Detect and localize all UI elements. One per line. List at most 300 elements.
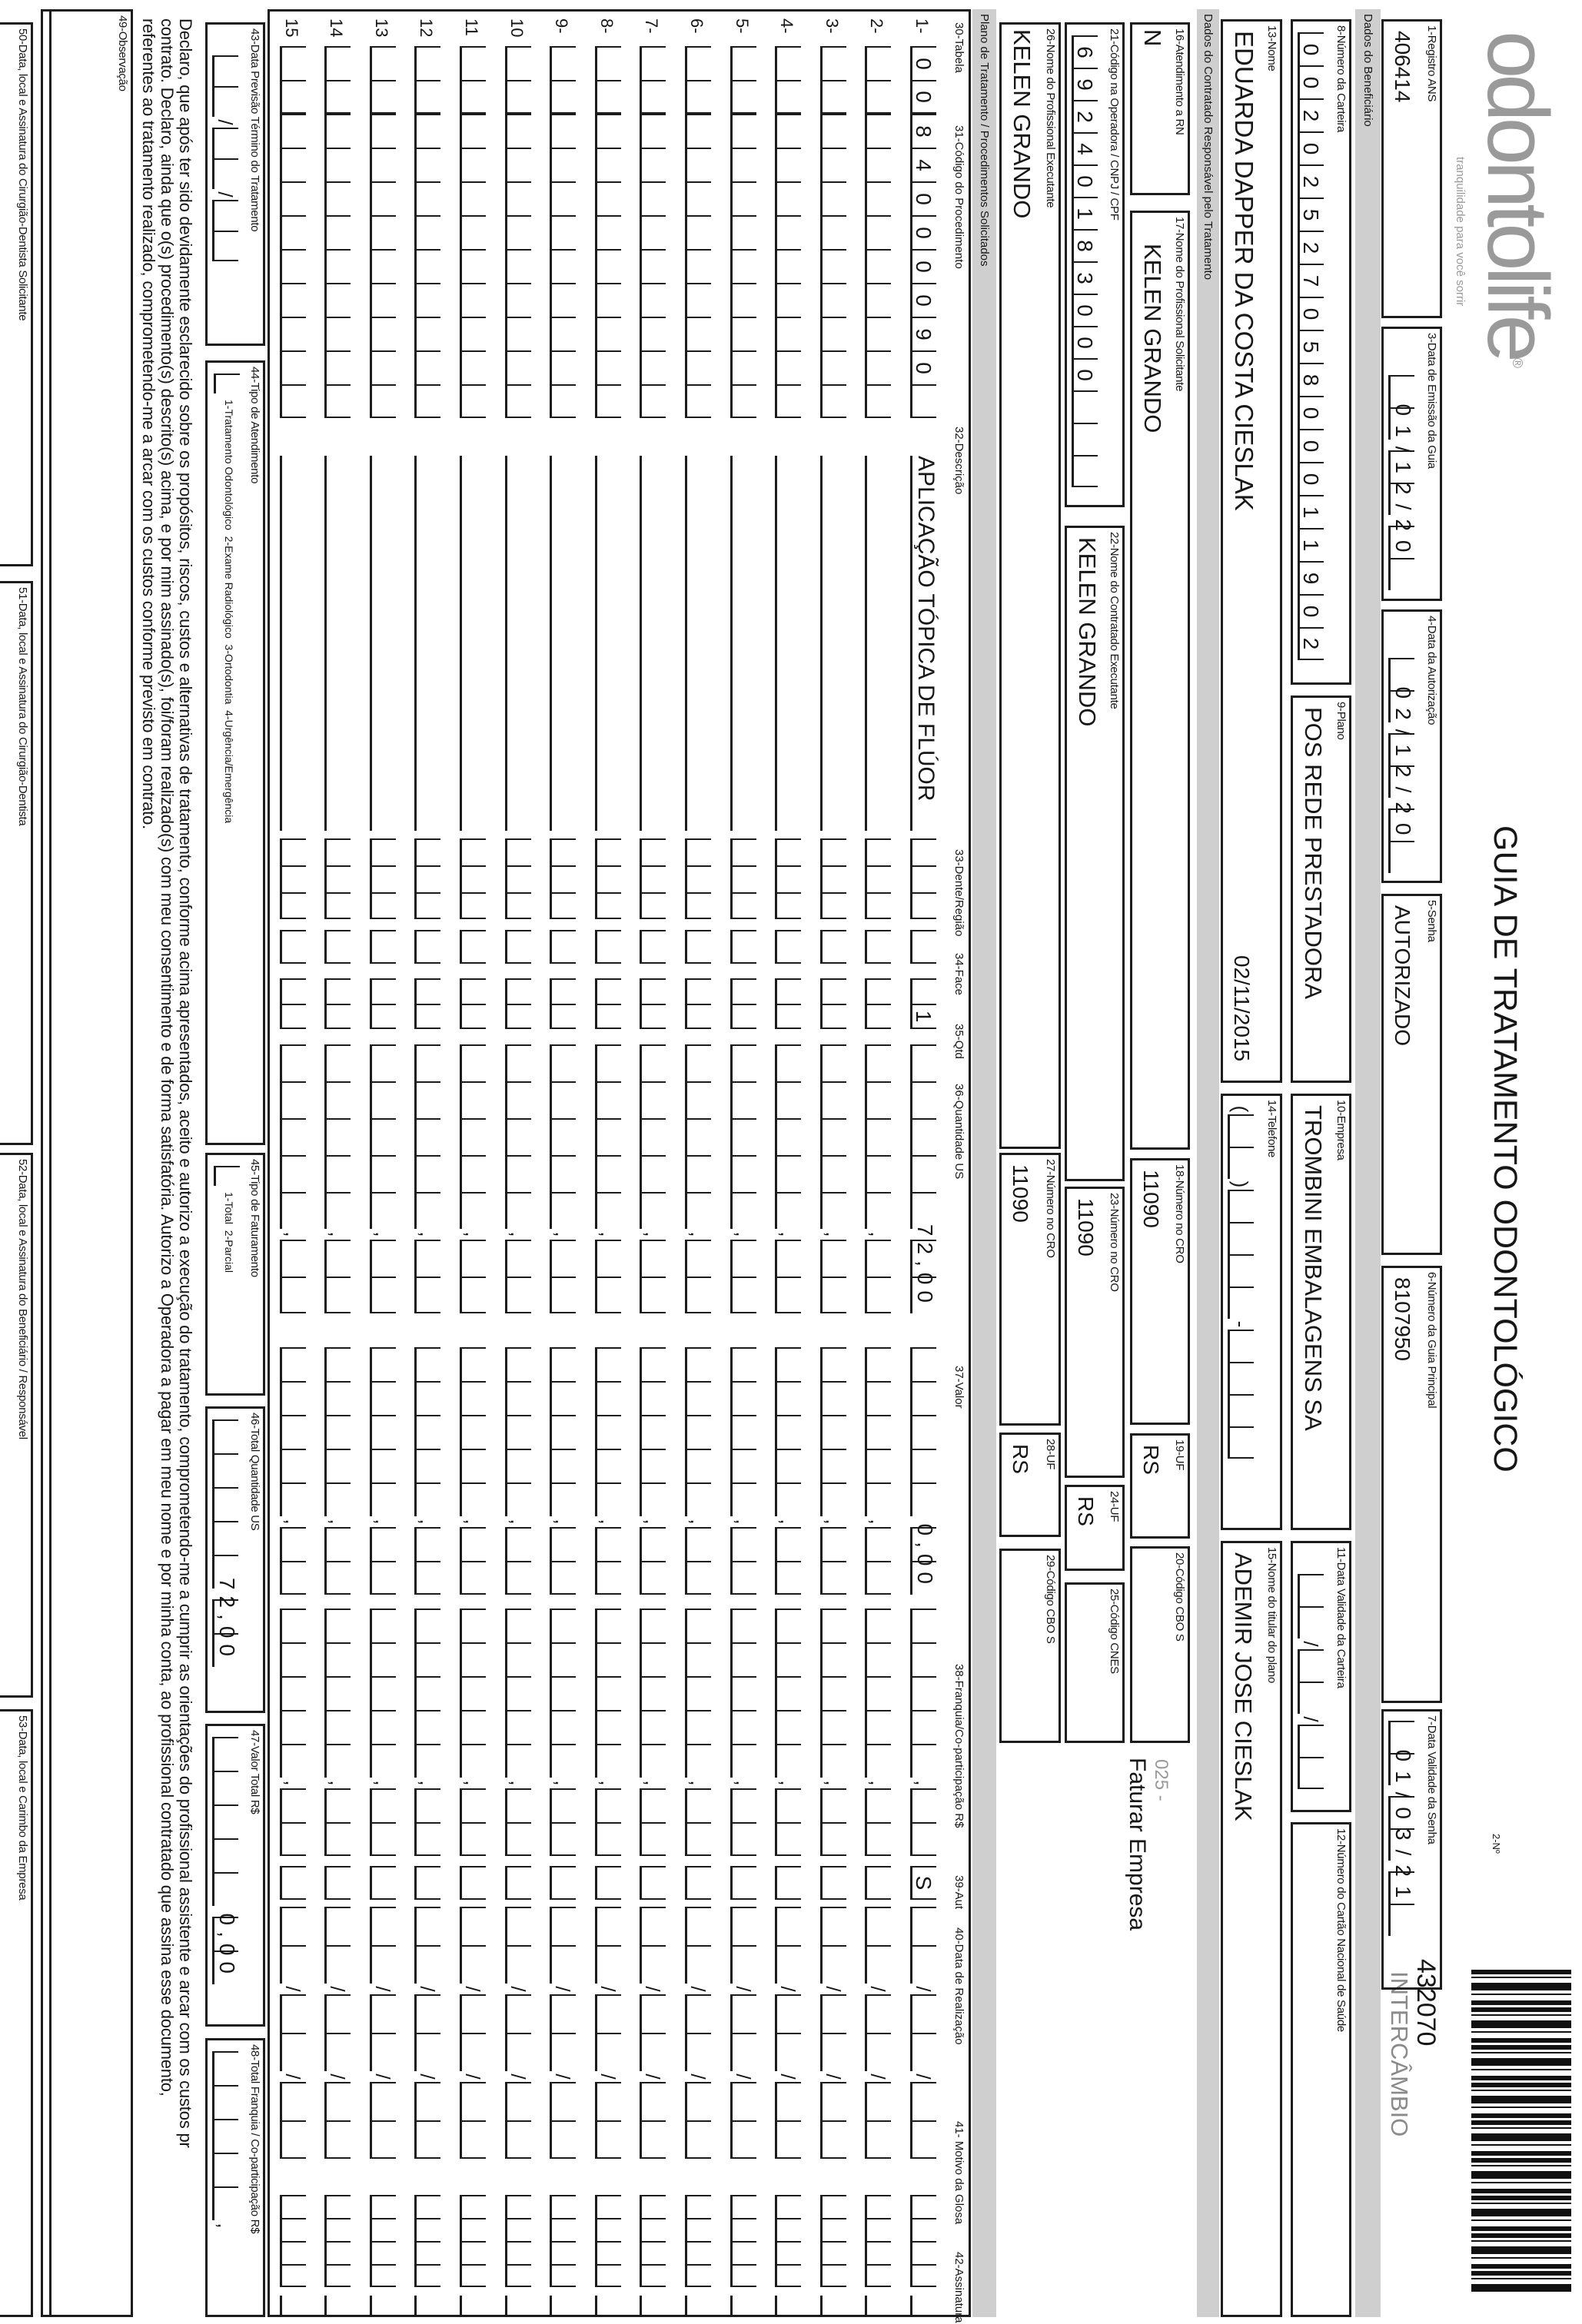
qty-cells[interactable]: [280, 978, 306, 1029]
table-code-cells[interactable]: [730, 46, 756, 114]
field-value: RS: [1009, 1444, 1032, 1474]
char-cell: [505, 46, 531, 80]
newborn-care-field[interactable]: [1130, 22, 1190, 195]
description-field[interactable]: [460, 456, 488, 831]
char-cell: [775, 1676, 801, 1710]
qty-cells[interactable]: [640, 978, 666, 1029]
company-stamp-field[interactable]: [0, 1709, 33, 2317]
char-cell: [775, 1415, 801, 1449]
copay-cells[interactable]: [414, 1609, 440, 1856]
date-cells[interactable]: [910, 1907, 936, 2159]
denial-reason-cells[interactable]: [460, 2195, 486, 2287]
field-value: 406414: [1391, 31, 1414, 103]
char-cell: [460, 1609, 486, 1642]
field-label: 14-Telefone: [1265, 1100, 1278, 1158]
operator-code-field[interactable]: [1065, 22, 1125, 507]
char-cell: [865, 148, 891, 181]
description-field[interactable]: [550, 456, 578, 831]
denial-reason-cells[interactable]: [640, 2195, 666, 2287]
copay-cells[interactable]: [280, 1609, 306, 1856]
char-cell: [280, 1788, 306, 1822]
denial-reason-cells[interactable]: [280, 2195, 306, 2287]
copay-cells[interactable]: [775, 1609, 801, 1856]
signature-field[interactable]: [505, 2296, 533, 2316]
char-cell: [820, 2120, 846, 2159]
char-cell: [1228, 1114, 1254, 1147]
us-quantity-cells[interactable]: [505, 1044, 531, 1313]
qty-cells[interactable]: [685, 978, 711, 1029]
char-cell: [550, 114, 576, 148]
char-cell: [640, 215, 666, 249]
cbo-code-field[interactable]: [999, 1549, 1061, 1743]
date-cells[interactable]: [775, 1907, 801, 2159]
value-cells[interactable]: [550, 1347, 576, 1595]
password-validity-field[interactable]: [1381, 1709, 1442, 1990]
denial-reason-cells[interactable]: [324, 2195, 351, 2287]
face-cells[interactable]: [280, 930, 306, 964]
char-cell: [865, 1527, 891, 1561]
us-quantity-cells[interactable]: [280, 1044, 306, 1313]
beneficiary-signature-field[interactable]: [0, 1153, 33, 1698]
face-cells[interactable]: [775, 930, 801, 964]
tooth-cells[interactable]: [370, 838, 396, 919]
table-code-cells[interactable]: [910, 46, 936, 114]
signature-field[interactable]: [685, 2296, 713, 2316]
copay-cells[interactable]: [550, 1609, 576, 1856]
face-cells[interactable]: [324, 930, 351, 964]
description-field[interactable]: [595, 456, 623, 831]
total-us-quantity-field[interactable]: [205, 1406, 265, 1713]
table-code-cells[interactable]: [820, 46, 846, 114]
procedure-code-cells[interactable]: [324, 114, 351, 418]
char-cell: [820, 2195, 846, 2218]
us-quantity-cells[interactable]: [460, 1044, 486, 1313]
table-code-cells[interactable]: [460, 46, 486, 114]
total-value-field[interactable]: [205, 1724, 265, 2027]
value-cells[interactable]: [640, 1347, 666, 1595]
char-cell: [685, 892, 711, 919]
authorized-cells[interactable]: [460, 1866, 486, 1900]
phone-field[interactable]: [1221, 1094, 1282, 1530]
char-cell: [595, 1744, 621, 1778]
denial-reason-cells[interactable]: [685, 2195, 711, 2287]
date-cells[interactable]: [370, 1907, 396, 2159]
procedure-code-cells[interactable]: [910, 114, 936, 418]
denial-reason-cells[interactable]: [730, 2195, 756, 2287]
authorized-cells[interactable]: [730, 1866, 756, 1900]
copay-cells[interactable]: [460, 1609, 486, 1856]
cnes-code-field[interactable]: [1065, 1582, 1125, 1743]
tooth-cells[interactable]: [685, 838, 711, 919]
description-field[interactable]: [865, 456, 893, 831]
char-cell: 8: [1298, 363, 1324, 396]
qty-cells[interactable]: [730, 978, 756, 1029]
table-code-cells[interactable]: [414, 46, 440, 114]
table-code-cells[interactable]: [324, 46, 351, 114]
date-cells: [212, 55, 241, 261]
us-quantity-cells[interactable]: [370, 1044, 396, 1313]
table-code-cells[interactable]: [595, 46, 621, 114]
signature-field[interactable]: [820, 2296, 849, 2316]
face-cells[interactable]: [820, 930, 846, 964]
table-code-cells[interactable]: [685, 46, 711, 114]
value-cells[interactable]: [595, 1347, 621, 1595]
table-code-cells[interactable]: [505, 46, 531, 114]
char-cell: 0: [1072, 294, 1098, 326]
billing-type-field[interactable]: [205, 1153, 265, 1396]
value-cells[interactable]: [324, 1347, 351, 1595]
tooth-cells[interactable]: [820, 838, 846, 919]
denial-reason-cells[interactable]: [550, 2195, 576, 2287]
value-cells[interactable]: [775, 1347, 801, 1595]
authorized-cells[interactable]: [640, 1866, 666, 1900]
tooth-cells[interactable]: [460, 838, 486, 919]
qty-cells[interactable]: [595, 978, 621, 1029]
signature-field[interactable]: [460, 2296, 488, 2316]
qty-cells[interactable]: [910, 978, 936, 1029]
char-cell: [550, 978, 576, 1004]
denial-reason-cells[interactable]: [865, 2195, 891, 2287]
face-cells[interactable]: [640, 930, 666, 964]
char-cell: 3: [1072, 261, 1098, 294]
qty-cells[interactable]: [505, 978, 531, 1029]
char-cell: [775, 1277, 801, 1313]
authorized-cells[interactable]: [280, 1866, 306, 1900]
denial-reason-cells[interactable]: [414, 2195, 440, 2287]
cro-number-field[interactable]: [999, 1153, 1061, 1426]
qty-cells[interactable]: [414, 978, 440, 1029]
date-cells[interactable]: [550, 1907, 576, 2159]
date-cells[interactable]: [640, 1907, 666, 2159]
field-label: 15-Nome do titular do plano: [1265, 1547, 1278, 1684]
billing-type-input[interactable]: [214, 1166, 240, 1186]
char-cell: 0: [1298, 65, 1324, 98]
tooth-cells[interactable]: [640, 838, 666, 919]
tooth-cells[interactable]: [595, 838, 621, 919]
tooth-cells[interactable]: [910, 838, 936, 919]
date-cells[interactable]: [460, 1907, 486, 2159]
char-cell: [595, 2241, 621, 2264]
authorized-cells[interactable]: [910, 1866, 936, 1900]
char-cell: [505, 1676, 531, 1710]
authorized-cells[interactable]: [414, 1866, 440, 1900]
description-field[interactable]: [685, 456, 713, 831]
qty-cells[interactable]: [865, 978, 891, 1029]
procedure-code-cells[interactable]: [775, 114, 801, 418]
char-cell: [865, 1277, 891, 1313]
face-cells[interactable]: [370, 930, 396, 964]
procedure-code-cells[interactable]: [640, 114, 666, 418]
cro-number-field[interactable]: [1065, 1187, 1125, 1478]
total-copay-field[interactable]: [205, 2038, 265, 2317]
signature-field[interactable]: [775, 2296, 803, 2316]
signature-field[interactable]: [414, 2296, 443, 2316]
procedure-code-cells[interactable]: [280, 114, 306, 418]
table-code-cells[interactable]: [775, 46, 801, 114]
table-code-cells[interactable]: [370, 46, 396, 114]
char-cell: [370, 1609, 396, 1642]
description-field[interactable]: [370, 456, 398, 831]
char-cell: [550, 1642, 576, 1676]
uf-field[interactable]: [1130, 1433, 1190, 1539]
table-code-cells[interactable]: [865, 46, 891, 114]
copay-cells[interactable]: [865, 1609, 891, 1856]
value-cells[interactable]: [685, 1347, 711, 1595]
main-guide-number-field[interactable]: [1381, 1266, 1442, 1703]
copay-cells[interactable]: [640, 1609, 666, 1856]
authorized-cells[interactable]: [685, 1866, 711, 1900]
char-cell: [775, 215, 801, 249]
procedure-code-cells[interactable]: [730, 114, 756, 418]
us-quantity-cells[interactable]: [550, 1044, 576, 1313]
qty-cells[interactable]: [370, 978, 396, 1029]
value-cells[interactable]: [280, 1347, 306, 1595]
date-cells[interactable]: [865, 1907, 891, 2159]
description-field[interactable]: [324, 456, 353, 831]
procedure-code-cells[interactable]: [370, 114, 396, 418]
treatment-end-date-field[interactable]: [205, 22, 265, 346]
authorized-cells[interactable]: [370, 1866, 396, 1900]
table-code-cells[interactable]: [640, 46, 666, 114]
date-cells[interactable]: [414, 1907, 440, 2159]
cell-separator: ,: [416, 1231, 440, 1237]
date-cells[interactable]: [324, 1907, 351, 2159]
national-health-card-field[interactable]: [1291, 1822, 1351, 2317]
value-cells[interactable]: [370, 1347, 396, 1595]
tooth-cells[interactable]: [414, 838, 440, 919]
signature-field[interactable]: [730, 2296, 759, 2316]
card-validity-field[interactable]: [1291, 1541, 1351, 1812]
description-field[interactable]: [775, 456, 803, 831]
char-cell: [910, 2195, 936, 2218]
char-cell: [550, 865, 576, 892]
us-quantity-cells[interactable]: [640, 1044, 666, 1313]
ans-registry-field[interactable]: [1381, 19, 1442, 318]
uf-field[interactable]: [999, 1433, 1061, 1537]
date-cells[interactable]: [820, 1907, 846, 2159]
date-cells[interactable]: [505, 1907, 531, 2159]
copay-cells[interactable]: [324, 1609, 351, 1856]
face-cells[interactable]: [910, 930, 936, 964]
char-cell: 2: [1298, 98, 1324, 131]
face-cells[interactable]: [505, 930, 531, 964]
qty-cells[interactable]: [820, 978, 846, 1029]
description-field[interactable]: [730, 456, 759, 831]
date-cells[interactable]: [280, 1907, 306, 2159]
us-quantity-cells[interactable]: [685, 1044, 711, 1313]
plan-field[interactable]: [1291, 696, 1351, 1083]
us-quantity-cells[interactable]: [414, 1044, 440, 1313]
char-cell: [1228, 1222, 1254, 1254]
observation-field[interactable]: [41, 9, 133, 2317]
procedure-code-cells[interactable]: [820, 114, 846, 418]
us-quantity-cells[interactable]: [865, 1044, 891, 1313]
char-cell: [685, 80, 711, 114]
description-field[interactable]: [820, 456, 849, 831]
qty-cells[interactable]: [460, 978, 486, 1029]
field-value: KELEN GRANDO: [1074, 537, 1101, 727]
date-cells[interactable]: [730, 1907, 756, 2159]
char-cell: 8: [910, 114, 936, 148]
description-field[interactable]: APLICAÇÃO TÓPICA DE FLÚOR: [910, 456, 939, 831]
tooth-cells[interactable]: [775, 838, 801, 919]
field-label: 27-Número no CRO: [1044, 1159, 1057, 1258]
procedure-code-cells[interactable]: [550, 114, 576, 418]
signature-field[interactable]: [595, 2296, 623, 2316]
value-cells[interactable]: [820, 1347, 846, 1595]
password-field[interactable]: [1381, 894, 1442, 1255]
executing-professional-field[interactable]: [999, 22, 1061, 1149]
description-field[interactable]: [414, 456, 443, 831]
us-quantity-cells[interactable]: [775, 1044, 801, 1313]
char-cell: [775, 865, 801, 892]
authorized-cells[interactable]: [324, 1866, 351, 1900]
description-field[interactable]: [505, 456, 533, 831]
copay-cells[interactable]: [505, 1609, 531, 1856]
observation-inner-line: [49, 12, 52, 2315]
tooth-cells[interactable]: [324, 838, 351, 919]
denial-reason-cells[interactable]: [370, 2195, 396, 2287]
executing-contractor-field[interactable]: [1065, 526, 1125, 1181]
us-quantity-cells[interactable]: [910, 1044, 936, 1313]
char-cell: [505, 2218, 531, 2241]
table-code-cells[interactable]: [550, 46, 576, 114]
company-field[interactable]: [1291, 1094, 1351, 1530]
care-type-field[interactable]: [205, 360, 265, 1145]
value-cells[interactable]: [730, 1347, 756, 1595]
char-cell: [212, 2119, 238, 2153]
denial-reason-cells[interactable]: [775, 2195, 801, 2287]
char-cell: [370, 249, 396, 283]
char-cell: [212, 231, 238, 261]
authorized-cells[interactable]: [775, 1866, 801, 1900]
cell-separator: ,: [821, 1519, 845, 1525]
char-cell: [595, 2033, 621, 2071]
cbo-code-field[interactable]: [1130, 1546, 1190, 1743]
char-cell: [324, 1527, 351, 1561]
authorization-date-field[interactable]: [1381, 609, 1442, 883]
procedure-code-cells[interactable]: [414, 114, 440, 418]
tooth-cells[interactable]: [730, 838, 756, 919]
description-field[interactable]: [640, 456, 668, 831]
authorized-cells[interactable]: [505, 1866, 531, 1900]
face-cells[interactable]: [865, 930, 891, 964]
char-cell: [550, 2264, 576, 2287]
signature-field[interactable]: [865, 2296, 893, 2316]
qty-cells[interactable]: [324, 978, 351, 1029]
copay-cells[interactable]: [685, 1609, 711, 1856]
char-cell: [595, 930, 621, 964]
tooth-cells[interactable]: [505, 838, 531, 919]
copay-cells[interactable]: [910, 1609, 936, 1856]
tooth-cells[interactable]: [550, 838, 576, 919]
procedure-code-cells[interactable]: [595, 114, 621, 418]
signature-field[interactable]: [370, 2296, 398, 2316]
authorized-cells[interactable]: [865, 1866, 891, 1900]
uf-field[interactable]: [1065, 1485, 1125, 1571]
tooth-cells[interactable]: [280, 838, 306, 919]
name-field[interactable]: [1221, 19, 1282, 1083]
procedure-code-cells[interactable]: [685, 114, 711, 418]
denial-reason-cells[interactable]: [595, 2195, 621, 2287]
us-quantity-cells[interactable]: [730, 1044, 756, 1313]
signature-field[interactable]: [910, 2296, 939, 2316]
face-cells[interactable]: [550, 930, 576, 964]
copay-cells[interactable]: [370, 1609, 396, 1856]
denial-reason-cells[interactable]: [820, 2195, 846, 2287]
char-cell: [324, 1609, 351, 1642]
logo-tagline: tranquilidade para você sorrir: [1454, 157, 1467, 307]
qty-cells[interactable]: [550, 978, 576, 1029]
requesting-professional-field[interactable]: [1130, 211, 1190, 1150]
qty-cells[interactable]: [775, 978, 801, 1029]
char-cell: [414, 1822, 440, 1856]
signature-field[interactable]: [640, 2296, 668, 2316]
char-cell: [640, 1004, 666, 1029]
char-cell: [910, 1822, 936, 1856]
value-cells[interactable]: [865, 1347, 891, 1595]
procedure-code-cells[interactable]: [865, 114, 891, 418]
signature-field[interactable]: [324, 2296, 353, 2316]
tooth-cells[interactable]: [865, 838, 891, 919]
denial-reason-cells[interactable]: [505, 2195, 531, 2287]
copay-cells[interactable]: [820, 1609, 846, 1856]
cell-separator: ,: [866, 1231, 890, 1237]
procedure-code-cells[interactable]: [505, 114, 531, 418]
face-cells[interactable]: [460, 930, 486, 964]
table-code-cells[interactable]: [280, 46, 306, 114]
us-quantity-cells[interactable]: [324, 1044, 351, 1313]
date-cells[interactable]: [595, 1907, 621, 2159]
value-cells[interactable]: [505, 1347, 531, 1595]
plan-holder-name-field[interactable]: [1221, 1541, 1282, 2317]
authorized-cells[interactable]: [550, 1866, 576, 1900]
char-cell: [505, 1945, 531, 1984]
field-label: 53-Data, local e Carimbo da Empresa: [16, 1715, 29, 1901]
exchange-label: INTERCÂMBIO: [1386, 1971, 1413, 2137]
char-cell: [865, 1118, 891, 1155]
us-quantity-cells[interactable]: [595, 1044, 621, 1313]
dentist-signature-field[interactable]: [0, 581, 33, 1145]
description-field[interactable]: [280, 456, 308, 831]
issue-date-field[interactable]: [1381, 327, 1442, 601]
copay-cells[interactable]: [730, 1609, 756, 1856]
procedure-code-cells[interactable]: [460, 114, 486, 418]
authorized-cells[interactable]: [595, 1866, 621, 1900]
care-type-input[interactable]: [214, 374, 240, 393]
value-cells[interactable]: [414, 1347, 440, 1595]
cells-value-text: 01/12/20: [1391, 403, 1415, 562]
denial-reason-cells[interactable]: [910, 2195, 936, 2287]
date-cells[interactable]: [685, 1907, 711, 2159]
face-cells[interactable]: [414, 930, 440, 964]
signature-field[interactable]: [280, 2296, 308, 2316]
char-cell: [324, 317, 351, 350]
card-number-field[interactable]: [1291, 19, 1351, 685]
copay-cells[interactable]: [595, 1609, 621, 1856]
cell-separator: /: [1299, 1716, 1322, 1722]
face-cells[interactable]: [730, 930, 756, 964]
face-cells[interactable]: [685, 930, 711, 964]
value-cells[interactable]: [460, 1347, 486, 1595]
us-quantity-cells[interactable]: [820, 1044, 846, 1313]
signature-field[interactable]: [550, 2296, 578, 2316]
cro-number-field[interactable]: [1130, 1158, 1190, 1425]
value-cells[interactable]: [910, 1347, 936, 1595]
face-cells[interactable]: [595, 930, 621, 964]
authorized-cells[interactable]: [820, 1866, 846, 1900]
requesting-dentist-signature-field[interactable]: [0, 22, 33, 566]
